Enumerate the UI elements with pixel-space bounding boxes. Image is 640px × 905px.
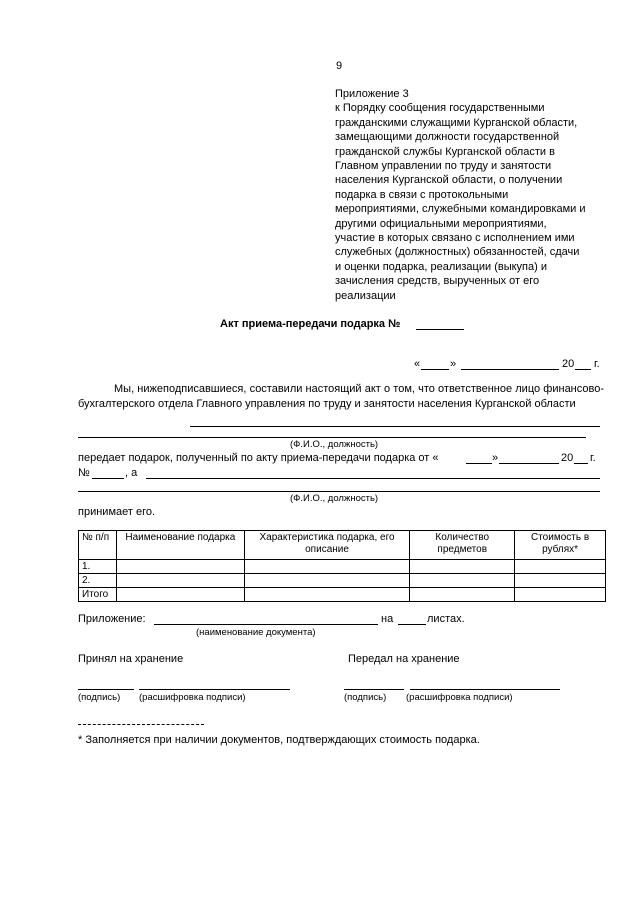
decode-caption: (расшифровка подписи) — [406, 692, 513, 703]
accepts-text: принимает его. — [78, 506, 156, 518]
handed-decode-field[interactable] — [410, 689, 560, 690]
transfer-text: передает подарок, полученный по акту приема-передачи подарка от « — [78, 452, 439, 464]
page-number: 9 — [336, 60, 343, 72]
appendix-line: к Порядку сообщения государственными — [335, 102, 545, 115]
number-sign: № — [78, 467, 90, 479]
table-cell[interactable] — [116, 560, 244, 574]
table-cell[interactable] — [244, 574, 410, 588]
col-header-name: Наименование подарка — [116, 531, 244, 560]
fio-caption: (Ф.И.О., должность) — [290, 439, 379, 450]
appendix-line: реализации — [335, 289, 396, 302]
appendix-block — [335, 87, 615, 303]
table-row — [79, 560, 606, 574]
col-header-number: № п/п — [79, 531, 117, 560]
transfer-month-field[interactable] — [499, 463, 559, 464]
attachment-label: Приложение: — [78, 613, 146, 625]
appendix-line: гражданскими служащими Курганской области, — [335, 116, 578, 129]
attachment-on: на — [381, 613, 394, 625]
table-cell[interactable] — [515, 588, 606, 602]
decode-caption: (расшифровка подписи) — [139, 692, 246, 703]
appendix-line: гражданской службы Курганской области в — [335, 145, 555, 158]
date-year: 20 — [562, 358, 575, 370]
handed-signature-field[interactable] — [344, 689, 404, 690]
col-header-cost: Стоимость в рублях* — [515, 531, 606, 560]
table-cell[interactable] — [410, 560, 515, 574]
and-text: , а — [125, 467, 138, 479]
table-row — [79, 574, 606, 588]
gift-table — [78, 530, 606, 602]
attachment-document-field[interactable] — [154, 624, 378, 625]
table-cell[interactable] — [515, 560, 606, 574]
date-month-field[interactable] — [461, 369, 559, 370]
fio-field-2[interactable] — [78, 491, 600, 492]
transfer-quote-close: » — [492, 452, 499, 464]
appendix-line: замещающими должности государственной — [335, 131, 560, 144]
table-cell[interactable] — [244, 560, 410, 574]
transfer-year: 20 — [561, 452, 574, 464]
table-cell[interactable] — [515, 574, 606, 588]
row-number: 2. — [79, 574, 117, 588]
table-header-row — [79, 531, 606, 560]
appendix-title: Приложение 3 — [335, 88, 409, 100]
row-number: 1. — [79, 560, 117, 574]
table-cell[interactable] — [410, 588, 515, 602]
appendix-line: другими официальными мероприятиями, — [335, 217, 547, 230]
fio-caption: (Ф.И.О., должность) — [290, 493, 379, 504]
appendix-line: служебных (должностных) обязанностей, сдачи — [335, 246, 580, 259]
signature-caption: (подпись) — [344, 692, 387, 703]
transfer-year-suffix: г. — [590, 452, 596, 464]
responsible-person-field[interactable] — [190, 426, 600, 427]
appendix-line: подарка в связи с протокольными — [335, 188, 509, 201]
attachment-caption: (наименование документа) — [196, 627, 316, 638]
act-title: Акт приема-передачи подарка № — [220, 318, 401, 330]
handed-label: Передал на хранение — [348, 653, 460, 665]
appendix-line: и оценки подарка, реализации (выкупа) и — [335, 260, 547, 273]
appendix-line: населения Курганской области, о получении — [335, 174, 563, 187]
accepted-label: Принял на хранение — [78, 653, 184, 665]
appendix-line: мероприятиями, служебными командировками и — [335, 203, 586, 216]
attachment-sheets-field[interactable] — [398, 624, 426, 625]
row-total-label: Итого — [79, 588, 117, 602]
table-cell[interactable] — [116, 588, 244, 602]
receiver-field[interactable] — [146, 478, 600, 479]
date-year-suffix: г. — [594, 358, 600, 370]
attachment-sheets: листах. — [427, 613, 465, 625]
table-cell[interactable] — [116, 574, 244, 588]
footnote: * Заполняется при наличии документов, подтверждающих стоимость подарка. — [78, 734, 480, 746]
date-quote-close: » — [450, 358, 457, 370]
act-number-field[interactable] — [416, 329, 464, 330]
col-header-description: Характеристика подарка, его описание — [244, 531, 410, 560]
accepted-signature-field[interactable] — [78, 689, 134, 690]
table-row-total — [79, 588, 606, 602]
date-year-field[interactable] — [575, 369, 591, 370]
signature-caption: (подпись) — [78, 692, 121, 703]
appendix-line: Главном управлении по труду и занятости — [335, 160, 552, 173]
statement-paragraph: Мы, нижеподписавшиеся, составили настоящий акт о том, что ответственное лицо финансово-бухгалтерского отдела Главного управления по труду и занятости населения Курганской области — [78, 383, 604, 410]
fio-field-1[interactable] — [78, 437, 586, 438]
transfer-year-field[interactable] — [574, 463, 588, 464]
accepted-decode-field[interactable] — [139, 689, 290, 690]
table-cell[interactable] — [244, 588, 410, 602]
act-ref-number-field[interactable] — [92, 478, 124, 479]
table-cell[interactable] — [410, 574, 515, 588]
appendix-line: участие в которых связано с исполнением ими — [335, 232, 575, 245]
footnote-separator — [78, 724, 204, 725]
appendix-line: зачисления средств, вырученных от его — [335, 275, 540, 288]
col-header-quantity: Количество предметов — [410, 531, 515, 560]
date-quote-open: « — [414, 358, 421, 370]
date-day-field[interactable] — [421, 369, 449, 370]
transfer-day-field[interactable] — [466, 463, 492, 464]
